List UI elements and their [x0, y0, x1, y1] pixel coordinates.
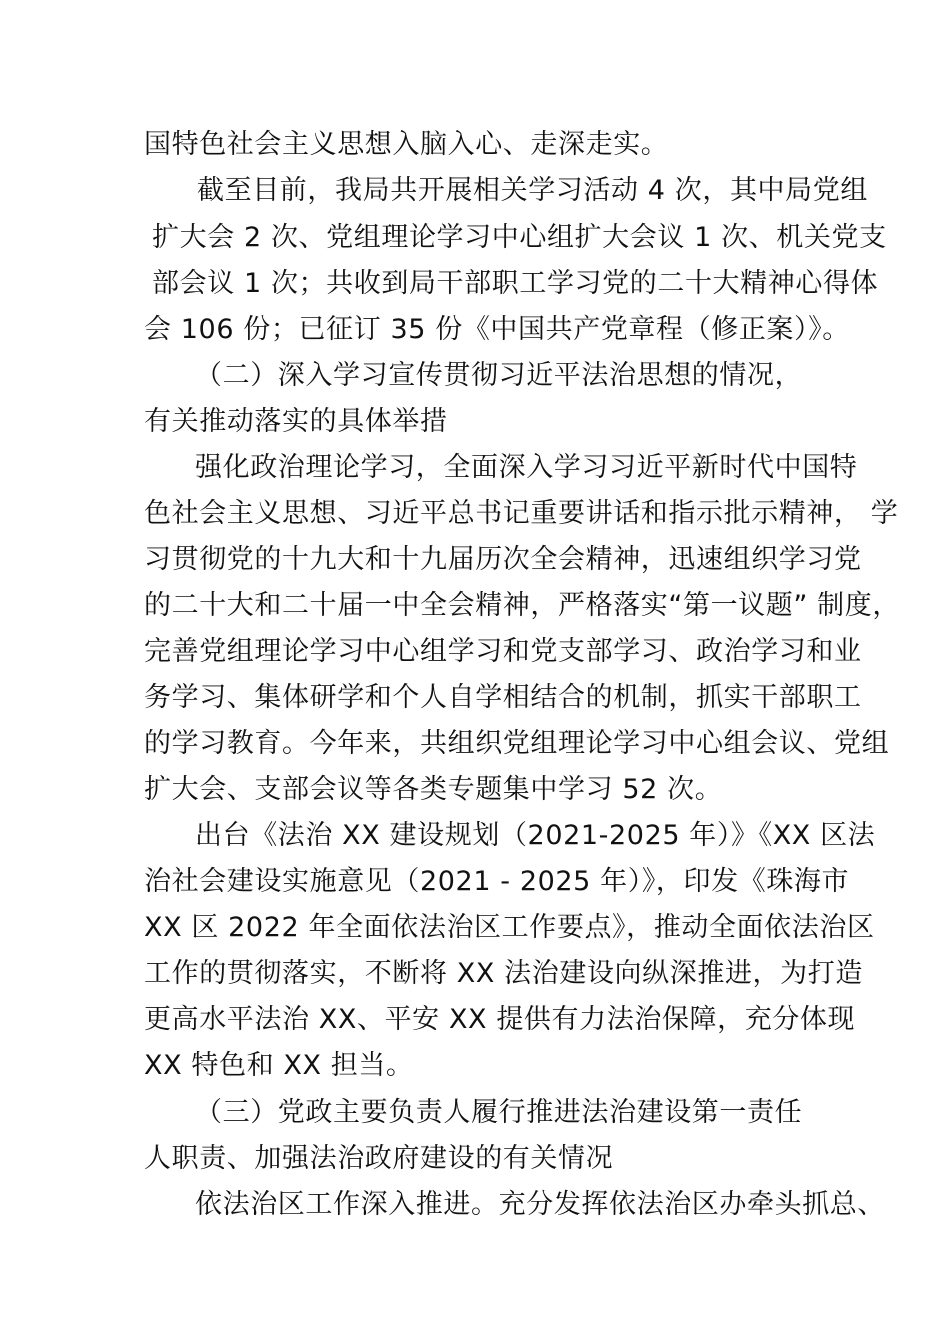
heading-2-line-1: （二）深入学习宣传贯彻习近平法治思想的情况，: [195, 360, 803, 391]
text-line-18: XX 区 2022 年全面依法治区工作要点》，推动全面依法治区: [144, 912, 875, 943]
text-line-17: 治社会建设实施意见（2021 - 2025 年）》，印发《珠海市: [144, 866, 850, 897]
text-line-2: 截至目前，我局共开展相关学习活动 4 次，其中局党组: [197, 175, 868, 206]
text-line-10: 习贯彻党的十九大和十九届历次全会精神，迅速组织学习党: [144, 544, 862, 575]
text-line-9: 色社会主义思想、习近平总书记重要讲话和指示批示精神， 学: [144, 498, 899, 529]
text-line-15: 扩大会、支部会议等各类专题集中学习 52 次。: [144, 774, 723, 805]
text-line-20: 更高水平法治 XX、平安 XX 提供有力法治保障，充分体现: [144, 1004, 856, 1035]
text-line-13: 务学习、集体研学和个人自学相结合的机制，抓实干部职工: [144, 682, 862, 713]
text-line-4: 部会议 1 次；共收到局干部职工学习党的二十大精神心得体: [152, 268, 879, 299]
text-line-24: 依法治区工作深入推进。充分发挥依法治区办牵头抓总、: [195, 1189, 885, 1220]
text-line-12: 完善党组理论学习中心组学习和党支部学习、政治学习和业: [144, 636, 862, 667]
text-line-21: XX 特色和 XX 担当。: [144, 1050, 414, 1081]
heading-3-line-2: 人职责、加强法治政府建设的有关情况: [144, 1143, 614, 1174]
text-line-14: 的学习教育。今年来，共组织党组理论学习中心组会议、党组: [144, 728, 890, 759]
heading-3-line-1: （三）党政主要负责人履行推进法治建设第一责任: [195, 1097, 803, 1128]
text-line-11: 的二十大和二十届一中全会精神，严格落实“第一议题” 制度，: [144, 590, 900, 621]
text-line-3: 扩大会 2 次、党组理论学习中心组扩大会议 1 次、机关党支: [152, 222, 887, 253]
text-line-5: 会 106 份；已征订 35 份《中国共产党章程（修正案）》。: [144, 314, 850, 345]
text-line-8: 强化政治理论学习，全面深入学习习近平新时代中国特: [195, 452, 858, 483]
text-line-19: 工作的贯彻落实，不断将 XX 法治建设向纵深推进，为打造: [144, 958, 863, 989]
text-line-16: 出台《法治 XX 建设规划（2021-2025 年）》《XX 区法: [195, 820, 876, 851]
text-line-1: 国特色社会主义思想入脑入心、走深走实。: [144, 129, 669, 160]
heading-2-line-2: 有关推动落实的具体举措: [144, 406, 448, 437]
